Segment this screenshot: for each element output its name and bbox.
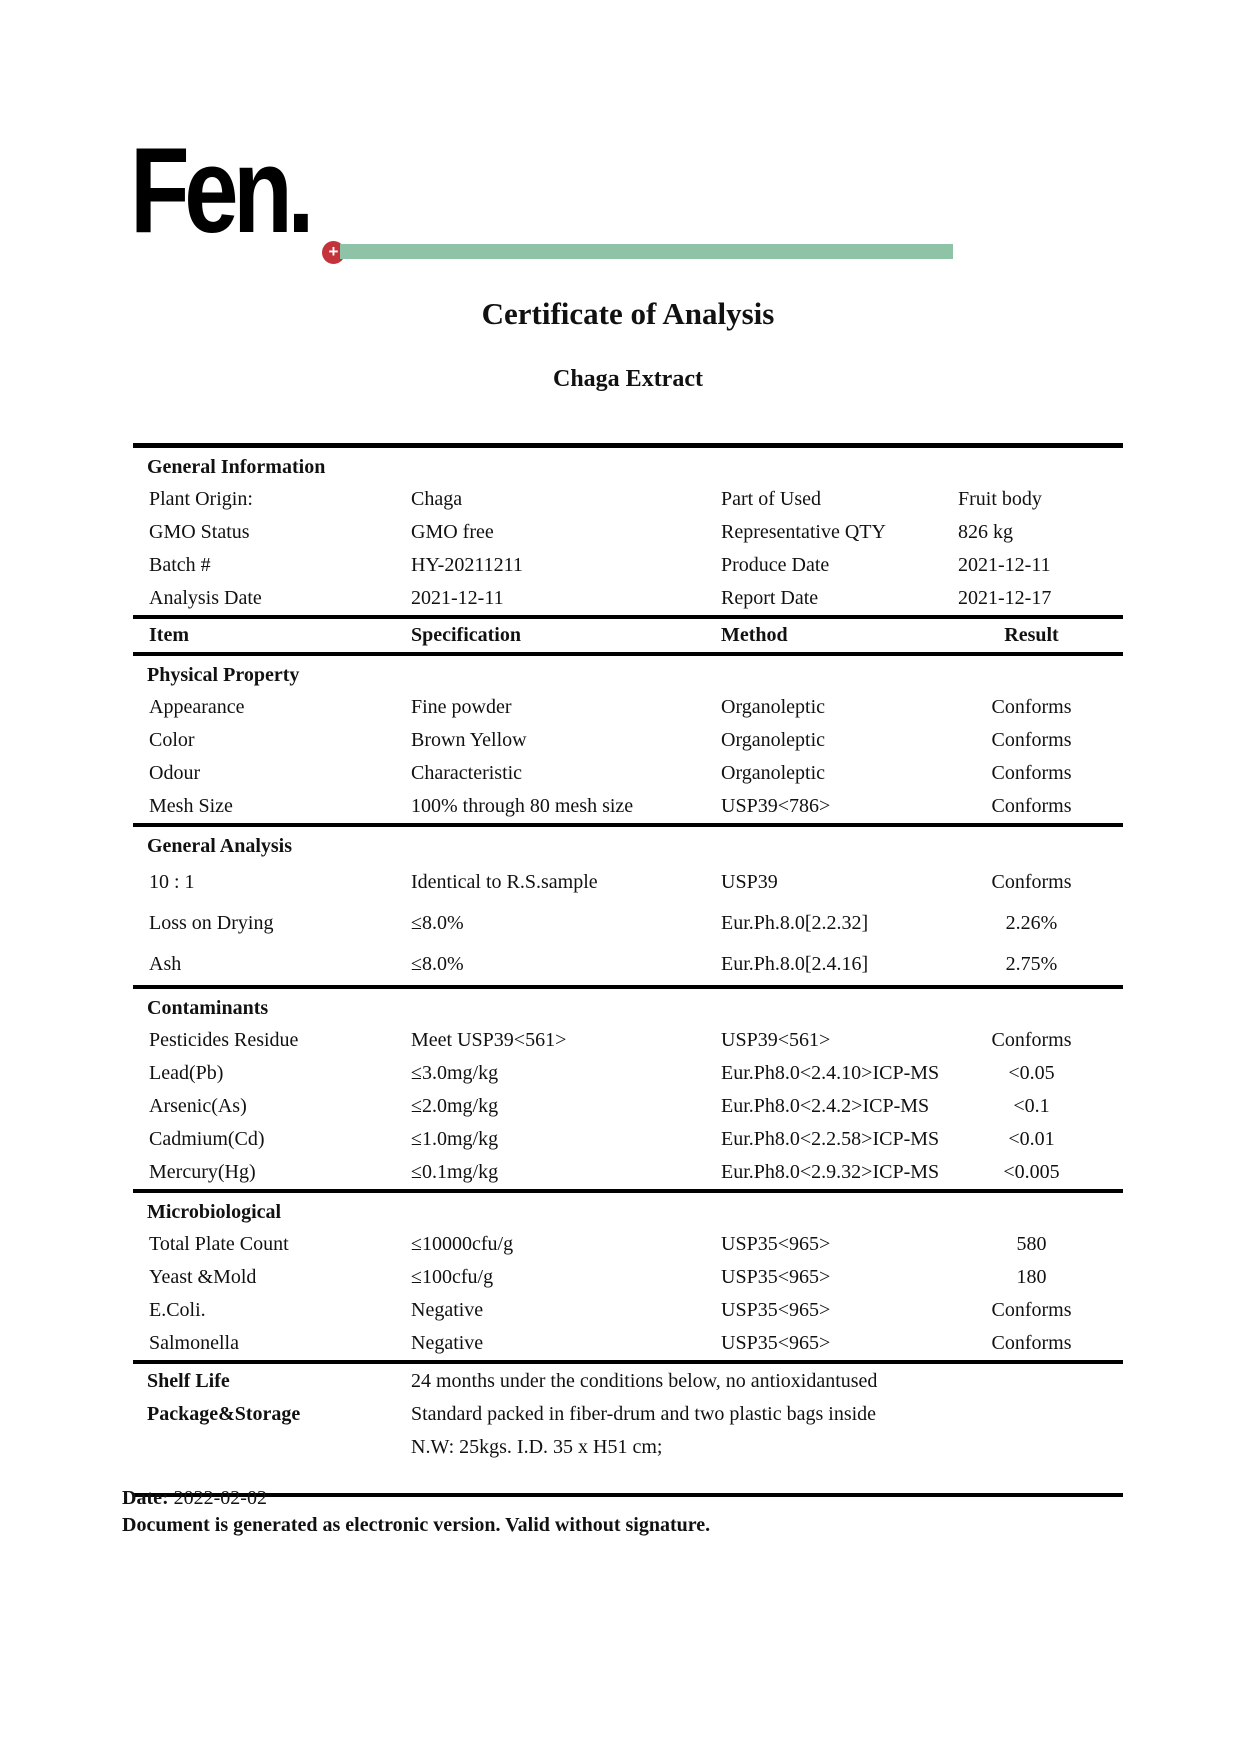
section-heading-physical-property: Physical Property (147, 664, 300, 686)
cell-specification: ≤8.0% (411, 953, 464, 975)
date-line (122, 1487, 1122, 1510)
cell-result: Conforms (991, 871, 1072, 893)
cell-item: Mercury(Hg) (149, 1161, 256, 1183)
cell-item: Total Plate Count (149, 1233, 289, 1255)
cell-result: Conforms (991, 1332, 1072, 1354)
cell-item: Arsenic(As) (149, 1095, 247, 1117)
info-row (133, 549, 1123, 582)
date-label: Date: (122, 1487, 169, 1509)
section-heading-general-information: General Information (147, 456, 326, 478)
cell-specification: 100% through 80 mesh size (411, 795, 634, 817)
info-label: Representative QTY (721, 521, 886, 543)
column-header-specification: Specification (411, 624, 521, 646)
storage-value: 24 months under the conditions below, no antioxidantused (411, 1370, 878, 1392)
cell-specification: ≤2.0mg/kg (411, 1095, 499, 1117)
product-name: Chaga Extract (553, 366, 703, 392)
validity-note: Document is generated as electronic version. Valid without signature. (122, 1514, 711, 1536)
cell-result: Conforms (991, 696, 1072, 718)
cell-item: Cadmium(Cd) (149, 1128, 265, 1150)
cell-method: Eur.Ph8.0<2.9.32>ICP-MS (721, 1161, 940, 1183)
cell-result: Conforms (991, 1029, 1072, 1051)
cell-item: Mesh Size (149, 795, 233, 817)
cell-result: 580 (1016, 1233, 1047, 1255)
brand-wordmark: Fen. (130, 122, 310, 258)
info-label: Plant Origin: (149, 488, 253, 510)
storage-label: Package&Storage (147, 1403, 301, 1425)
cell-method: USP35<965> (721, 1233, 831, 1255)
storage-label (133, 1443, 405, 1453)
storage-row (133, 1430, 1123, 1463)
cell-item: Odour (149, 762, 201, 784)
info-row (133, 483, 1123, 516)
cell-specification: ≤0.1mg/kg (411, 1161, 499, 1183)
cell-method: USP35<965> (721, 1266, 831, 1288)
info-value: 826 kg (958, 521, 1013, 543)
cell-specification: ≤3.0mg/kg (411, 1062, 499, 1084)
table-row (133, 862, 1123, 903)
cell-result: <0.01 (1008, 1128, 1055, 1150)
info-value: 2021-12-11 (958, 554, 1051, 576)
cell-method: USP39<786> (721, 795, 831, 817)
storage-row (133, 1364, 1123, 1397)
cell-method: Eur.Ph.8.0[2.4.16] (721, 953, 869, 975)
cell-item: Pesticides Residue (149, 1029, 299, 1051)
info-label: Report Date (721, 587, 819, 609)
info-label: GMO Status (149, 521, 250, 543)
cell-result: Conforms (991, 729, 1072, 751)
cell-result: Conforms (991, 762, 1072, 784)
cell-specification: Brown Yellow (411, 729, 527, 751)
brand-logo (130, 122, 1120, 263)
table-row (133, 1057, 1123, 1090)
table-row (133, 1228, 1123, 1261)
table-row (133, 724, 1123, 757)
cell-method: Eur.Ph8.0<2.2.58>ICP-MS (721, 1128, 940, 1150)
cell-method: USP35<965> (721, 1332, 831, 1354)
cell-method: Organoleptic (721, 696, 826, 718)
table-header-row (133, 619, 1123, 652)
cell-method: Eur.Ph8.0<2.4.2>ICP-MS (721, 1095, 930, 1117)
cell-result: 2.75% (1005, 953, 1058, 975)
table-row (133, 1294, 1123, 1327)
storage-value: Standard packed in fiber-drum and two plastic bags inside (411, 1403, 877, 1425)
cell-item: Lead(Pb) (149, 1062, 224, 1084)
info-row (133, 582, 1123, 615)
cell-specification: ≤10000cfu/g (411, 1233, 514, 1255)
cell-result: Conforms (991, 795, 1072, 817)
table-row (133, 1090, 1123, 1123)
cell-result: 180 (1016, 1266, 1047, 1288)
table-row (133, 757, 1123, 790)
info-label: Part of Used (721, 488, 821, 510)
cell-result: Conforms (991, 1299, 1072, 1321)
footer (122, 1487, 1122, 1537)
page-title: Certificate of Analysis (481, 296, 775, 331)
cell-item: 10 : 1 (149, 871, 195, 893)
cell-item: Salmonella (149, 1332, 239, 1354)
cell-result: <0.05 (1008, 1062, 1055, 1084)
brand-underline-bar (340, 244, 953, 259)
cell-specification: Identical to R.S.sample (411, 871, 598, 893)
cell-item: Color (149, 729, 195, 751)
cell-method: Organoleptic (721, 729, 826, 751)
cell-method: USP39 (721, 871, 778, 893)
cell-specification: Characteristic (411, 762, 523, 784)
cell-result: 2.26% (1005, 912, 1058, 934)
info-label: Analysis Date (149, 587, 262, 609)
cell-item: E.Coli. (149, 1299, 206, 1321)
storage-row (133, 1397, 1123, 1430)
cell-item: Ash (149, 953, 182, 975)
info-label: Produce Date (721, 554, 830, 576)
cell-specification: Negative (411, 1332, 484, 1354)
table-row (133, 691, 1123, 724)
cell-specification: Fine powder (411, 696, 512, 718)
cell-result: <0.1 (1013, 1095, 1050, 1117)
cell-method: USP35<965> (721, 1299, 831, 1321)
table-row (133, 903, 1123, 944)
section-heading-contaminants: Contaminants (147, 997, 269, 1019)
info-row (133, 516, 1123, 549)
cell-result: <0.005 (1003, 1161, 1060, 1183)
cell-specification: ≤8.0% (411, 912, 464, 934)
cell-item: Appearance (149, 696, 245, 718)
cell-item: Loss on Drying (149, 912, 274, 934)
cell-specification: Negative (411, 1299, 484, 1321)
info-value: GMO free (411, 521, 494, 543)
cell-specification: ≤100cfu/g (411, 1266, 494, 1288)
table-row (133, 1123, 1123, 1156)
info-value: Chaga (411, 488, 463, 510)
table-row (133, 1261, 1123, 1294)
table-row (133, 1024, 1123, 1057)
cell-method: Eur.Ph8.0<2.4.10>ICP-MS (721, 1062, 940, 1084)
table-row (133, 1327, 1123, 1360)
table-row (133, 1156, 1123, 1189)
cell-method: USP39<561> (721, 1029, 831, 1051)
section-heading-microbiological: Microbiological (147, 1201, 282, 1223)
storage-label: Shelf Life (147, 1370, 230, 1392)
info-value: Fruit body (958, 488, 1042, 510)
section-heading-general-analysis: General Analysis (147, 835, 293, 857)
info-value: HY-20211211 (411, 554, 523, 576)
table-row (133, 944, 1123, 985)
cell-specification: ≤1.0mg/kg (411, 1128, 499, 1150)
date-value: 2022-02-02 (173, 1487, 267, 1509)
cell-specification: Meet USP39<561> (411, 1029, 567, 1051)
info-value: 2021-12-11 (411, 587, 504, 609)
cell-method: Organoleptic (721, 762, 826, 784)
table-row (133, 790, 1123, 823)
storage-value: N.W: 25kgs. I.D. 35 x H51 cm; (411, 1436, 663, 1458)
title-block (133, 296, 1123, 393)
cell-method: Eur.Ph.8.0[2.2.32] (721, 912, 869, 934)
column-header-method: Method (721, 624, 788, 646)
cell-item: Yeast &Mold (149, 1266, 257, 1288)
info-label: Batch # (149, 554, 211, 576)
certificate-table (133, 443, 1123, 1497)
info-value: 2021-12-17 (958, 587, 1052, 609)
column-header-result: Result (1004, 624, 1059, 646)
column-header-item: Item (149, 624, 189, 646)
plus-badge-icon: + (322, 241, 345, 264)
